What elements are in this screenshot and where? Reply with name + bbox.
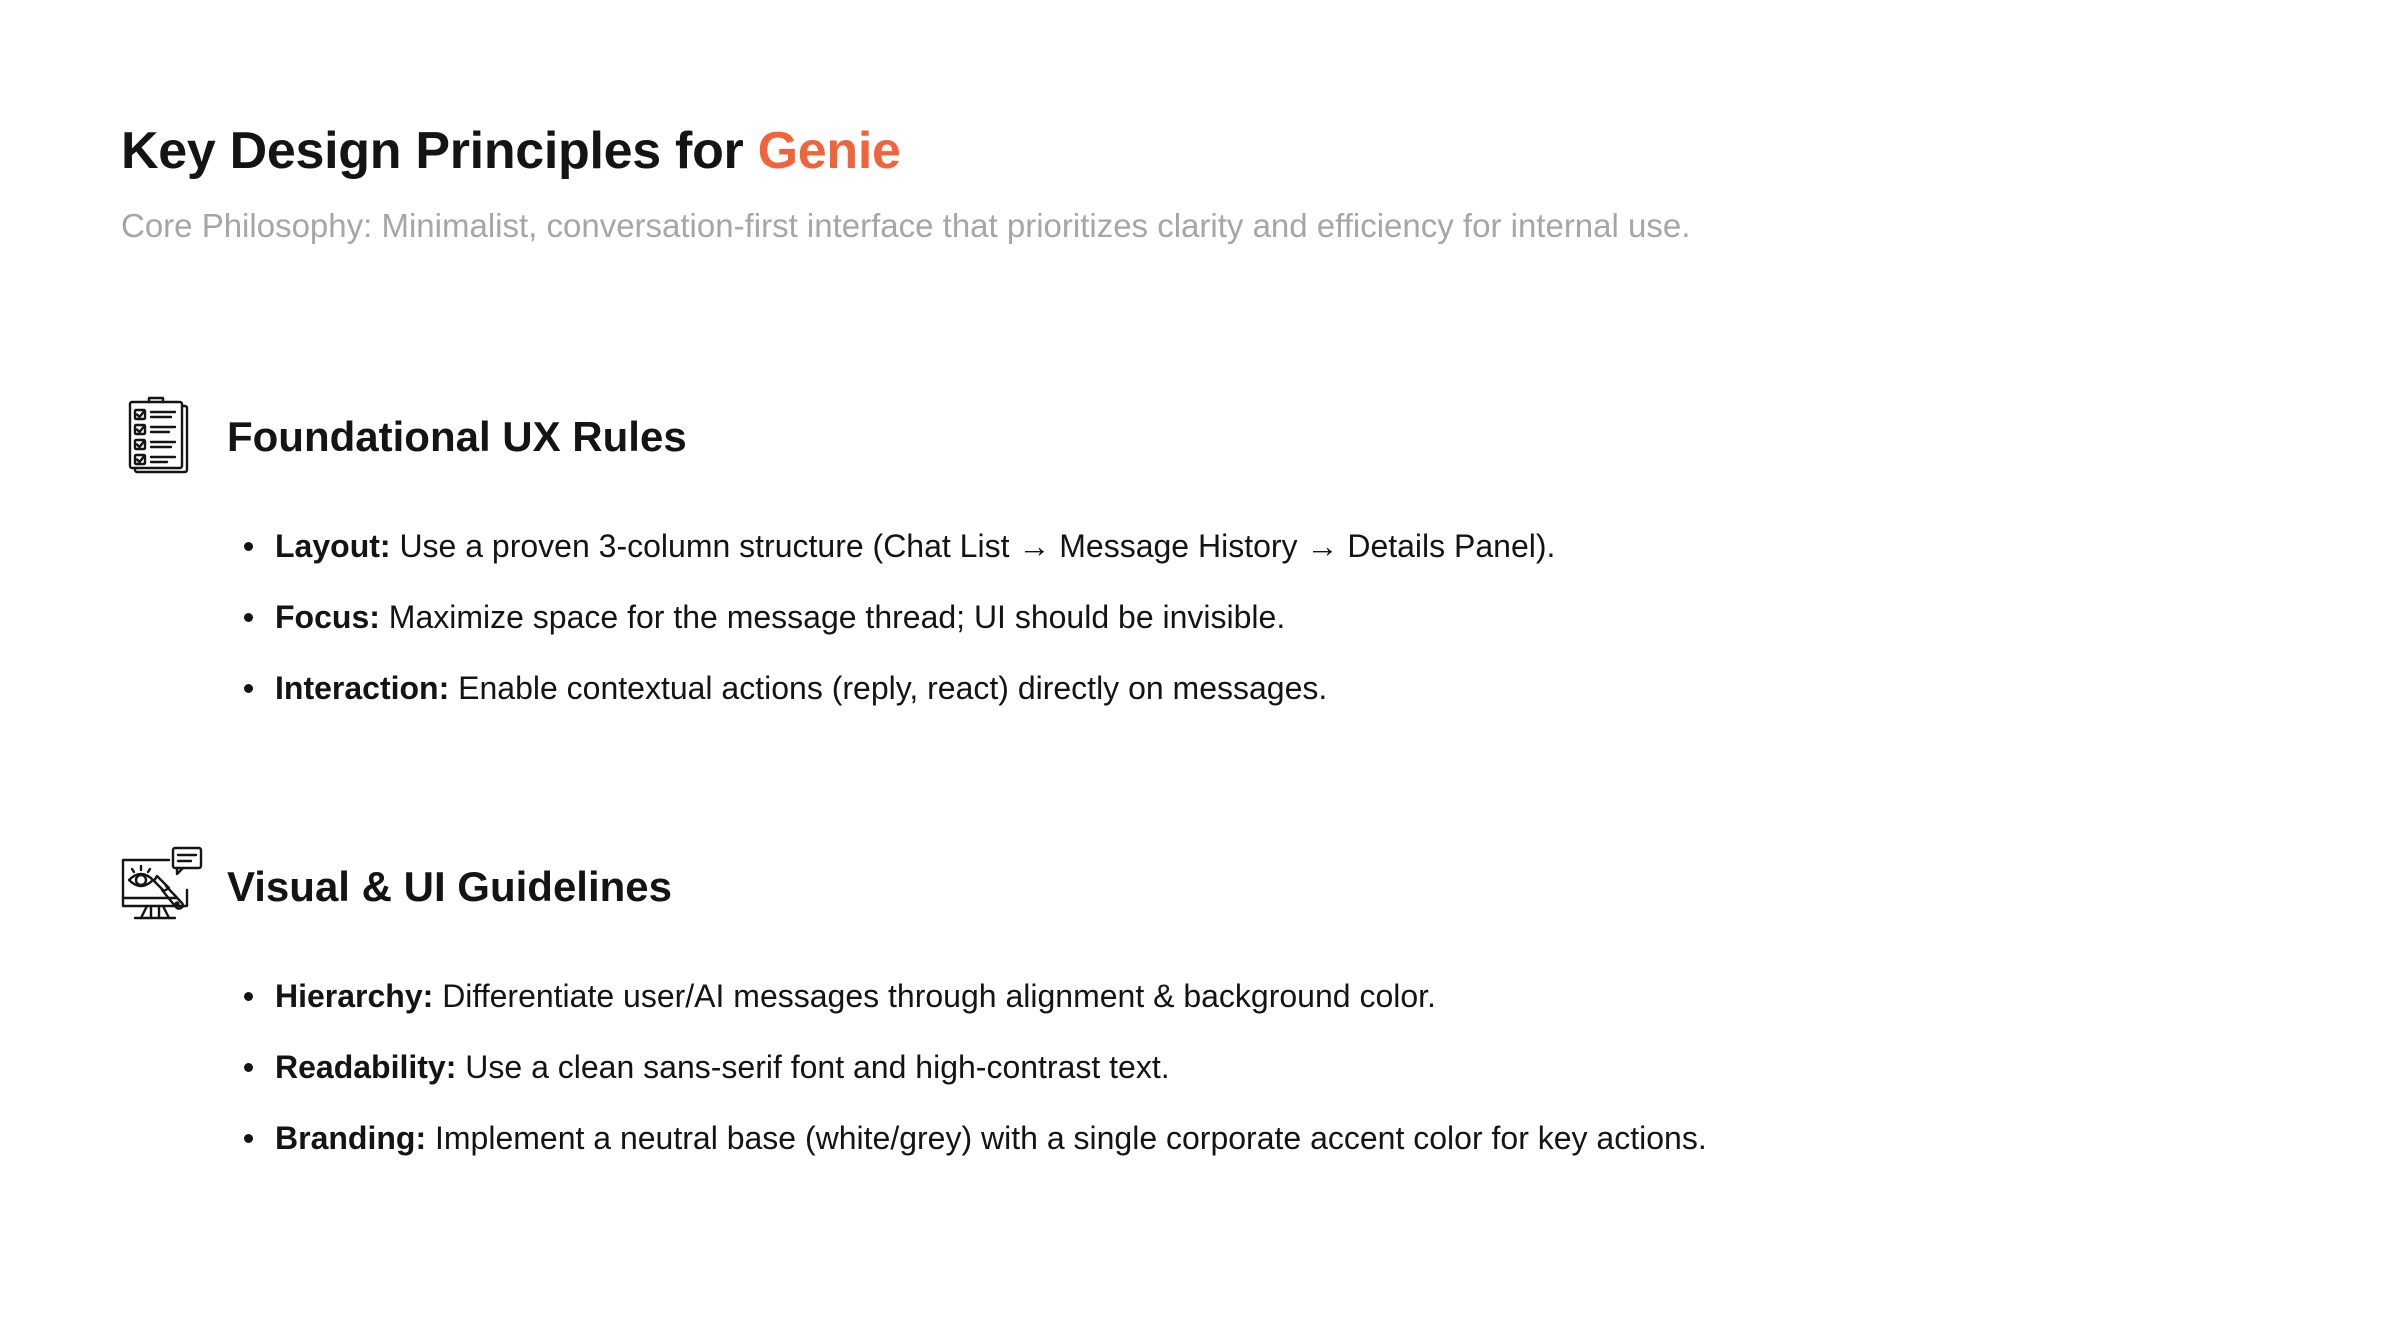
list-item-text [275,1045,1170,1089]
title-prefix: Key Design Principles for [121,122,758,180]
list-item-text [275,666,1327,710]
bullet-dot [244,542,253,551]
list-item-desc: Maximize space for the message thread; UI should be invisible. [379,599,1286,635]
bullet-dot [244,684,253,693]
bullet-dot [244,1134,253,1143]
list-item-text [275,1116,1707,1160]
section-title: Visual & UI Guidelines [227,863,673,910]
page-subtitle: Core Philosophy: Minimalist, conversation-first interface that prioritizes clarity and efficiency for internal use. [121,207,1691,244]
title-accent: Genie [757,122,901,180]
list-item-desc: Use a proven 3-column structure (Chat List → Message History → Details Panel). [390,528,1556,564]
bullet-dot [244,1063,253,1072]
list-item-desc: Differentiate user/AI messages through alignment & background color. [433,978,1436,1014]
bullet-dot [244,992,253,1001]
checklist-icon [121,396,203,478]
list-item-desc: Enable contextual actions (reply, react) directly on messages. [449,670,1328,706]
list-item-text [275,524,1555,568]
page-title [121,118,901,184]
list-item-text [275,595,1285,639]
list-item-term: Hierarchy: [275,978,434,1014]
section-title: Foundational UX Rules [227,413,687,460]
list-item-desc: Implement a neutral base (white/grey) with a single corporate accent color for key actions. [426,1120,1707,1156]
list-item-term: Layout: [275,528,391,564]
bullet-dot [244,613,253,622]
list-item-term: Branding: [275,1120,427,1156]
monitor-design-icon [121,846,203,928]
list-item-text [275,974,1436,1018]
list-item-term: Readability: [275,1049,457,1085]
list-item-term: Focus: [275,599,380,635]
list-item-term: Interaction: [275,670,450,706]
list-item-desc: Use a clean sans-serif font and high-contrast text. [456,1049,1170,1085]
